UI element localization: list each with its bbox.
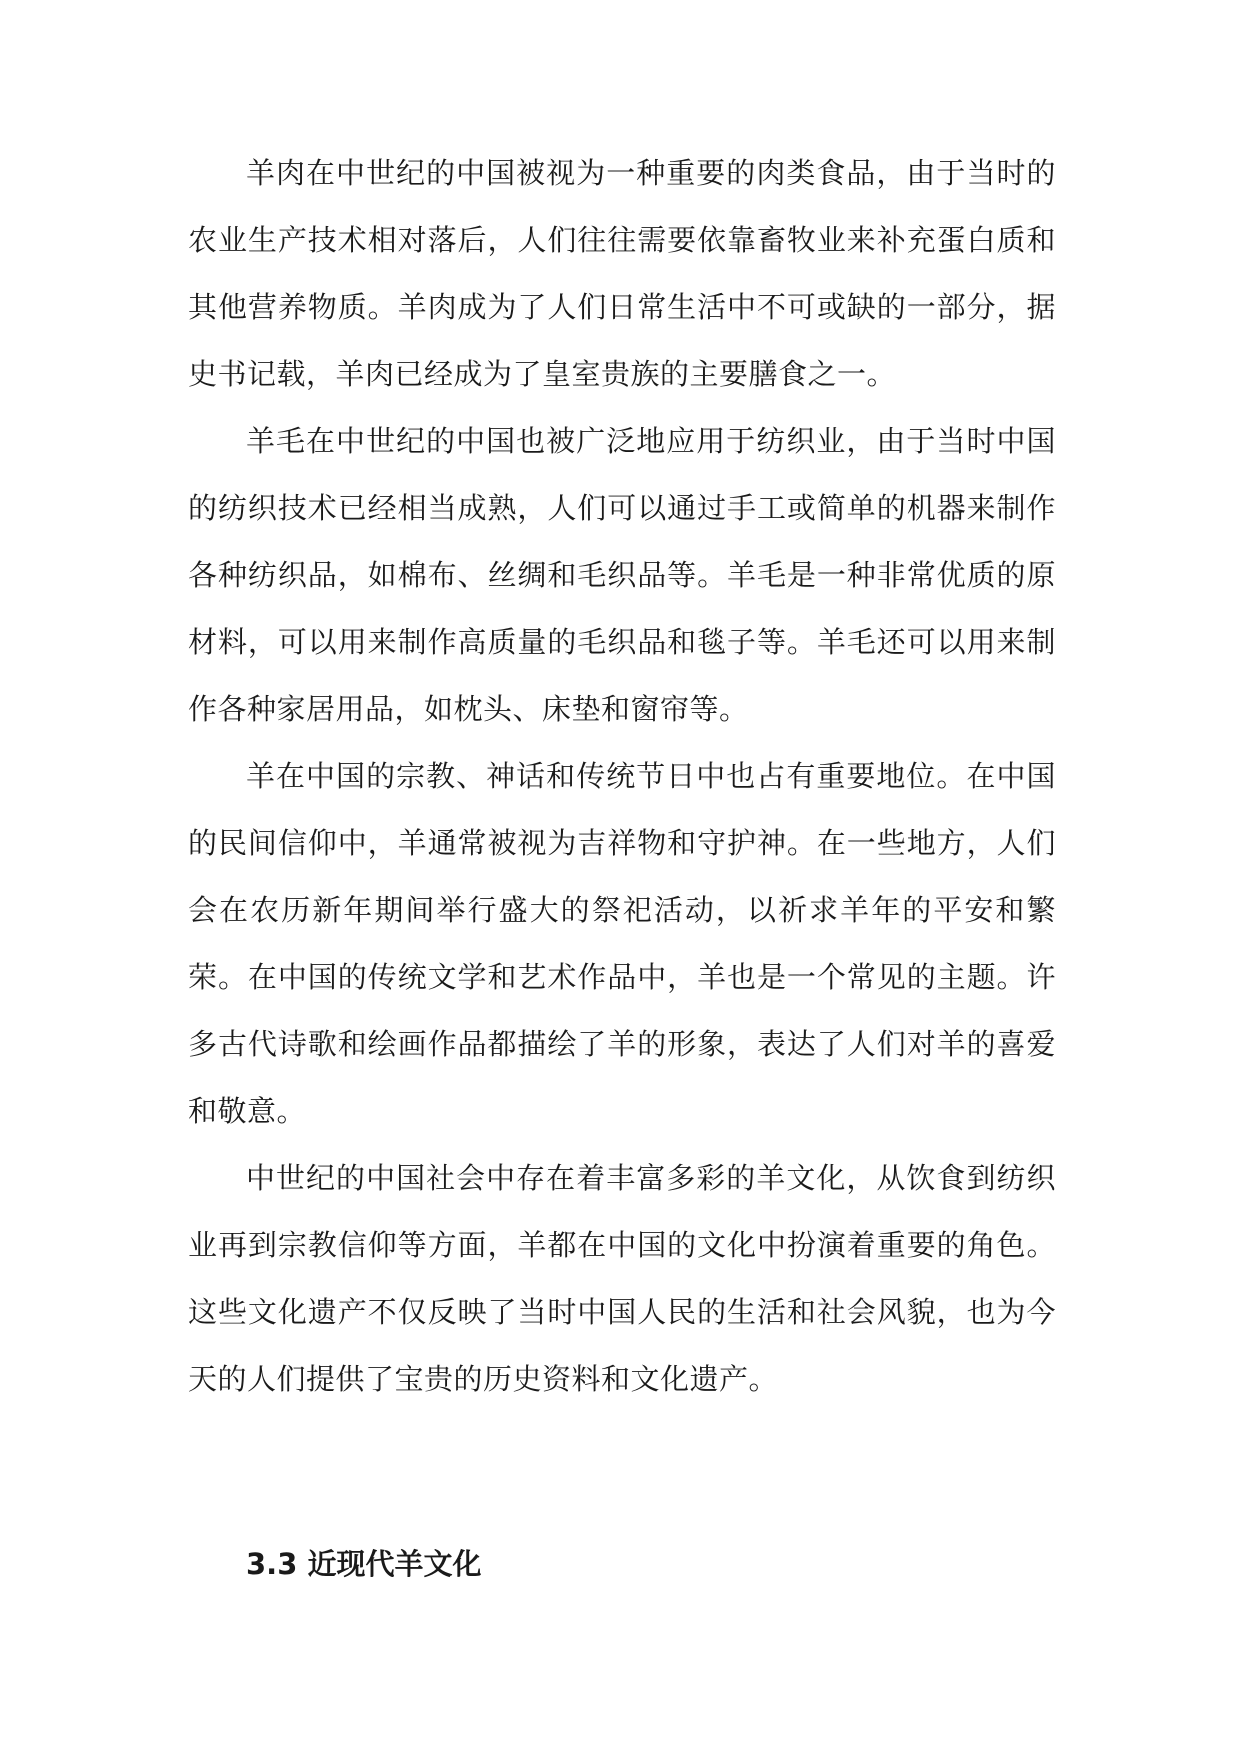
document-body bbox=[188, 140, 1056, 1413]
paragraph-summary: 中世纪的中国社会中存在着丰富多彩的羊文化，从饮食到纺织业再到宗教信仰等方面，羊都在中国的文化中扮演着重要的角色。这些文化遗产不仅反映了当时中国人民的生活和社会风貌，也为今天的人们提供了宝贵的历史资料和文化遗产。 bbox=[188, 1161, 1056, 1396]
paragraph-religion: 羊在中国的宗教、神话和传统节日中也占有重要地位。在中国的民间信仰中，羊通常被视为吉祥物和守护神。在一些地方，人们会在农历新年期间举行盛大的祭祀活动，以祈求羊年的平安和繁荣。在中国的传统文学和艺术作品中，羊也是一个常见的主题。许多古代诗歌和绘画作品都描绘了羊的形象，表达了人们对羊的喜爱和敬意。 bbox=[188, 759, 1056, 1128]
paragraph-wool: 羊毛在中世纪的中国也被广泛地应用于纺织业，由于当时中国的纺织技术已经相当成熟，人们可以通过手工或简单的机器来制作各种纺织品，如棉布、丝绸和毛织品等。羊毛是一种非常优质的原材料，可以用来制作高质量的毛织品和毯子等。羊毛还可以用来制作各种家居用品，如枕头、床垫和窗帘等。 bbox=[188, 424, 1056, 726]
paragraph-mutton: 羊肉在中世纪的中国被视为一种重要的肉类食品，由于当时的农业生产技术相对落后，人们往往需要依靠畜牧业来补充蛋白质和其他营养物质。羊肉成为了人们日常生活中不可或缺的一部分，据史书记载，羊肉已经成为了皇室贵族的主要膳食之一。 bbox=[188, 156, 1056, 391]
section-heading: 3.3 近现代羊文化 bbox=[246, 1547, 482, 1581]
